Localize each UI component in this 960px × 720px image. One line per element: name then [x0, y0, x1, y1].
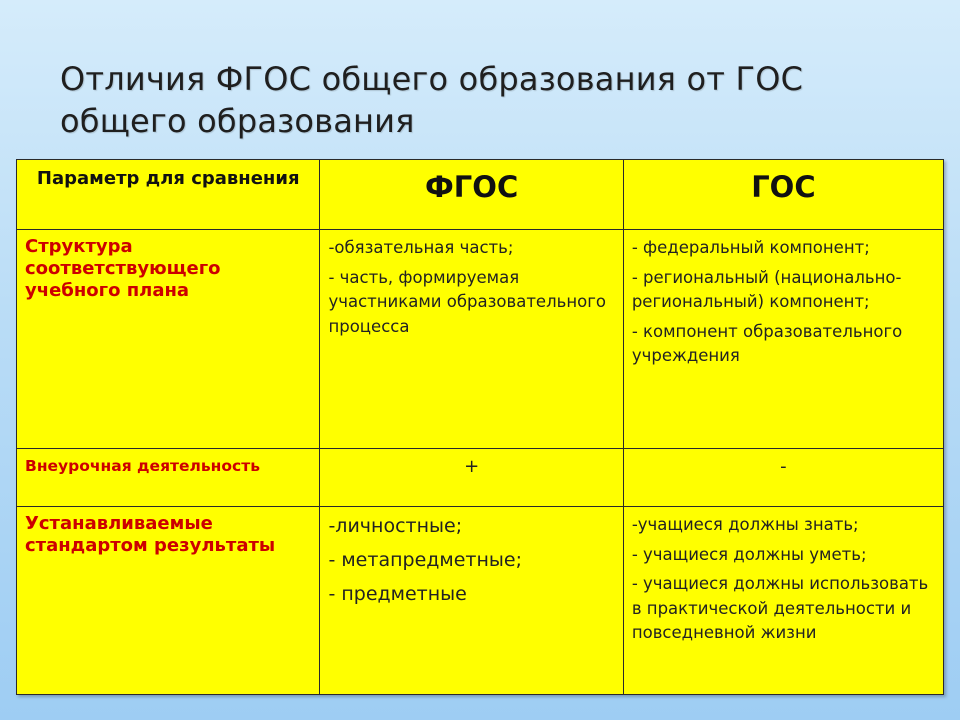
slide-title-line-2: общего образования [60, 102, 415, 140]
list-item: -учащиеся должны знать; [631, 515, 859, 535]
row-fgos-structure [320, 230, 623, 449]
header-gos: ГОС [623, 160, 943, 230]
list-item: - компонент образовательного учреждения [631, 321, 903, 366]
slide-title-line-1: Отличия ФГОС общего образования от ГОС [60, 60, 804, 98]
header-fgos: ФГОС [320, 160, 623, 230]
table-header-row [17, 160, 944, 230]
table-row [17, 449, 944, 507]
list-item: - учащиеся должны уметь; [631, 544, 867, 564]
list-item: -личностные; [328, 515, 463, 538]
row-fgos-results [320, 507, 623, 695]
row-param-structure: Структура соответствующего учебного плана [17, 230, 320, 449]
header-param: Параметр для сравнения [17, 160, 320, 230]
list-item: - региональный (национально-региональный) компонент; [631, 267, 902, 312]
list-item: - часть, формируемая участниками образовательного процесса [328, 267, 607, 336]
row-param-results: Устанавливаемые стандартом результаты [17, 507, 320, 695]
row-param-extracurricular: Внеурочная деятельность [17, 449, 320, 507]
list-item: - учащиеся должны использовать в практической деятельности и повседневной жизни [631, 574, 929, 643]
row-fgos-extracurricular: + [320, 449, 623, 507]
row-gos-structure [623, 230, 943, 449]
list-item: - предметные [328, 583, 467, 606]
list-item: - федеральный компонент; [631, 238, 870, 258]
row-gos-extracurricular: - [623, 449, 943, 507]
slide-title [60, 58, 920, 142]
list-item: - метапредметные; [328, 549, 522, 572]
table-row [17, 507, 944, 695]
list-item: -обязательная часть; [328, 238, 514, 258]
comparison-table [16, 159, 944, 695]
table-row [17, 230, 944, 449]
row-gos-results [623, 507, 943, 695]
